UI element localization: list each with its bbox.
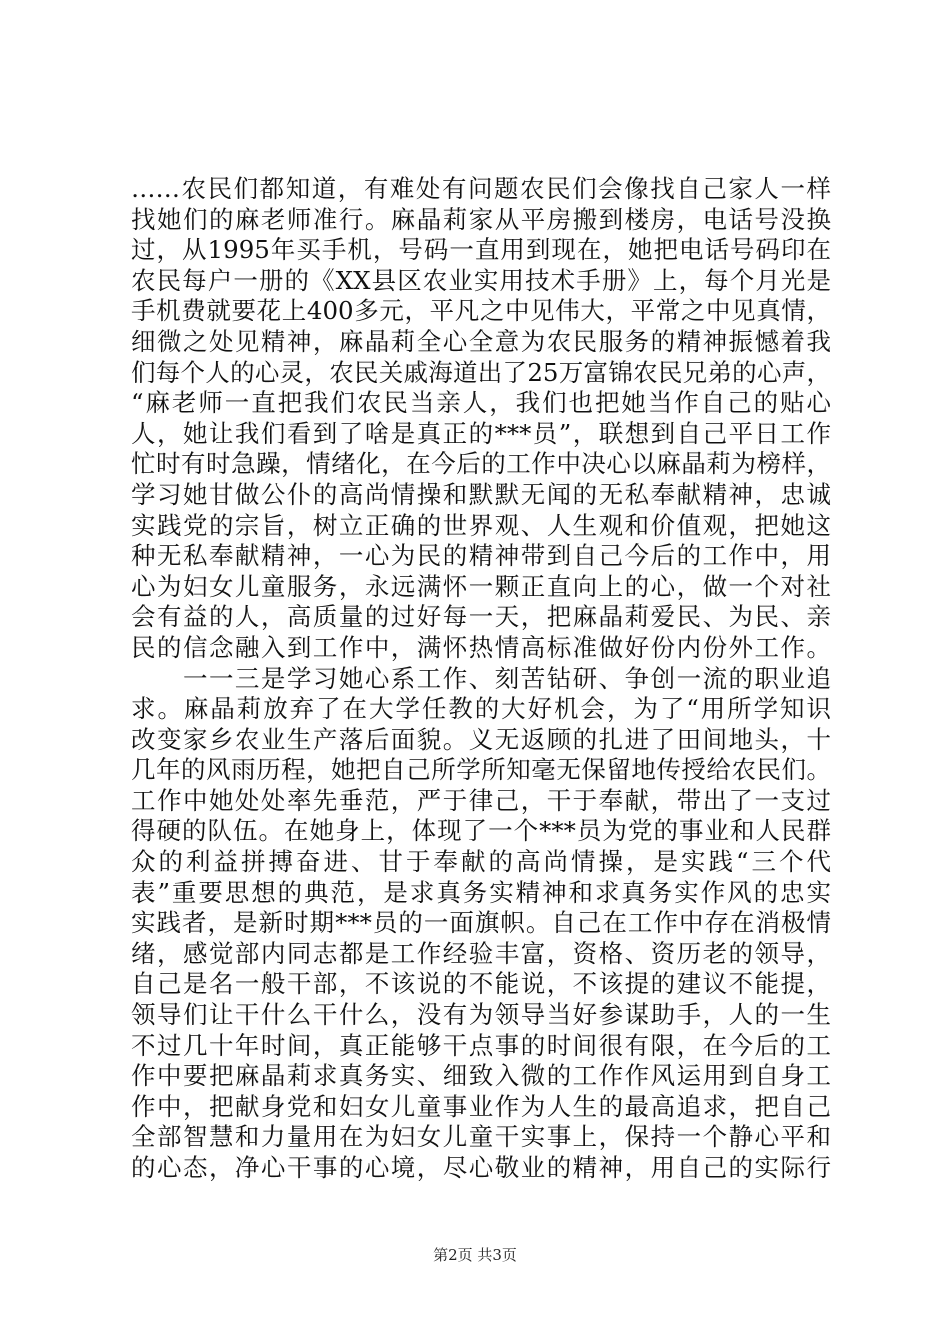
text-line: 不过几十年时间，真正能够干点事的时间很有限，在今后的工	[131, 1030, 831, 1060]
text-line: 的心态，净心干事的心境，尽心敬业的精神，用自己的实际行	[131, 1153, 831, 1182]
text-line: 忙时有时急躁，情绪化，在今后的工作中决心以麻晶莉为榜样，	[131, 449, 831, 479]
text-line: 作中要把麻晶莉求真务实、细致入微的工作作风运用到自身工	[131, 1061, 831, 1091]
text-line: 找她们的麻老师准行。麻晶莉家从平房搬到楼房，电话号没换	[131, 204, 831, 234]
text-line: 心为妇女儿童服务，永远满怀一颗正直向上的心，做一个对社	[131, 571, 831, 601]
text-line: 会有益的人，高质量的过好每一天，把麻晶莉爱民、为民、亲	[131, 602, 831, 632]
text-line: 学习她甘做公仆的高尚情操和默默无闻的无私奉献精神，忠诚	[131, 479, 831, 509]
text-line: 得硬的队伍。在她身上，体现了一个***员为党的事业和人民群	[131, 816, 831, 846]
body-text	[131, 174, 831, 1184]
text-line: 实践党的宗旨，树立正确的世界观、人生观和价值观，把她这	[131, 510, 831, 540]
text-line: 自己是名一般干部，不该说的不能说，不该提的建议不能提，	[131, 969, 831, 999]
text-line: 人，她让我们看到了啥是真正的***员”，联想到自己平日工作	[131, 418, 831, 448]
text-line: 细微之处见精神，麻晶莉全心全意为农民服务的精神振憾着我	[131, 326, 831, 356]
text-line: 民的信念融入到工作中，满怀热情高标准做好份内份外工作。	[131, 632, 831, 662]
text-line: 几年的风雨历程，她把自己所学所知毫无保留地传授给农民们。	[131, 755, 831, 785]
text-line: 工作中她处处率先垂范，严于律己，干于奉献，带出了一支过	[131, 785, 831, 815]
text-line: 全部智慧和力量用在为妇女儿童干实事上，保持一个静心平和	[131, 1122, 831, 1152]
text-line: 实践者，是新时期***员的一面旗帜。自己在工作中存在消极情	[131, 908, 831, 938]
text-line: 众的利益拼搏奋进、甘于奉献的高尚情操，是实践“三个代	[131, 847, 831, 877]
text-line: 求。麻晶莉放弃了在大学任教的大好机会，为了“用所学知识	[131, 694, 831, 724]
text-line: 改变家乡农业生产落后面貌。义无返顾的扎进了田间地头，十	[131, 724, 831, 754]
text-line: 一一三是学习她心系工作、刻苦钻研、争创一流的职业追	[131, 663, 831, 693]
text-line: 表”重要思想的典范，是求真务实精神和求真务实作风的忠实	[131, 877, 831, 907]
text-line: 种无私奉献精神，一心为民的精神带到自己今后的工作中，用	[131, 541, 831, 571]
text-line: 绪，感觉部内同志都是工作经验丰富，资格、资历老的领导，	[131, 938, 831, 968]
text-line: 作中，把献身党和妇女儿童事业作为人生的最高追求，把自己	[131, 1091, 831, 1121]
text-line: 过，从1995年买手机，号码一直用到现在，她把电话号码印在	[131, 235, 831, 265]
text-line: 手机费就要花上400多元，平凡之中见伟大，平常之中见真情，	[131, 296, 831, 326]
page-number-footer: 第2页 共3页	[433, 1246, 517, 1264]
text-line: “麻老师一直把我们农民当亲人，我们也把她当作自己的贴心	[131, 388, 831, 418]
text-line: 们每个人的心灵，农民关戚海道出了25万富锦农民兄弟的心声，	[131, 357, 831, 387]
text-line: ……农民们都知道，有难处有问题农民们会像找自己家人一样	[131, 174, 831, 203]
text-line: 农民每户一册的《XX县区农业实用技术手册》上，每个月光是	[131, 265, 831, 295]
text-line: 领导们让干什么干什么，没有为领导当好参谋助手，人的一生	[131, 1000, 831, 1030]
